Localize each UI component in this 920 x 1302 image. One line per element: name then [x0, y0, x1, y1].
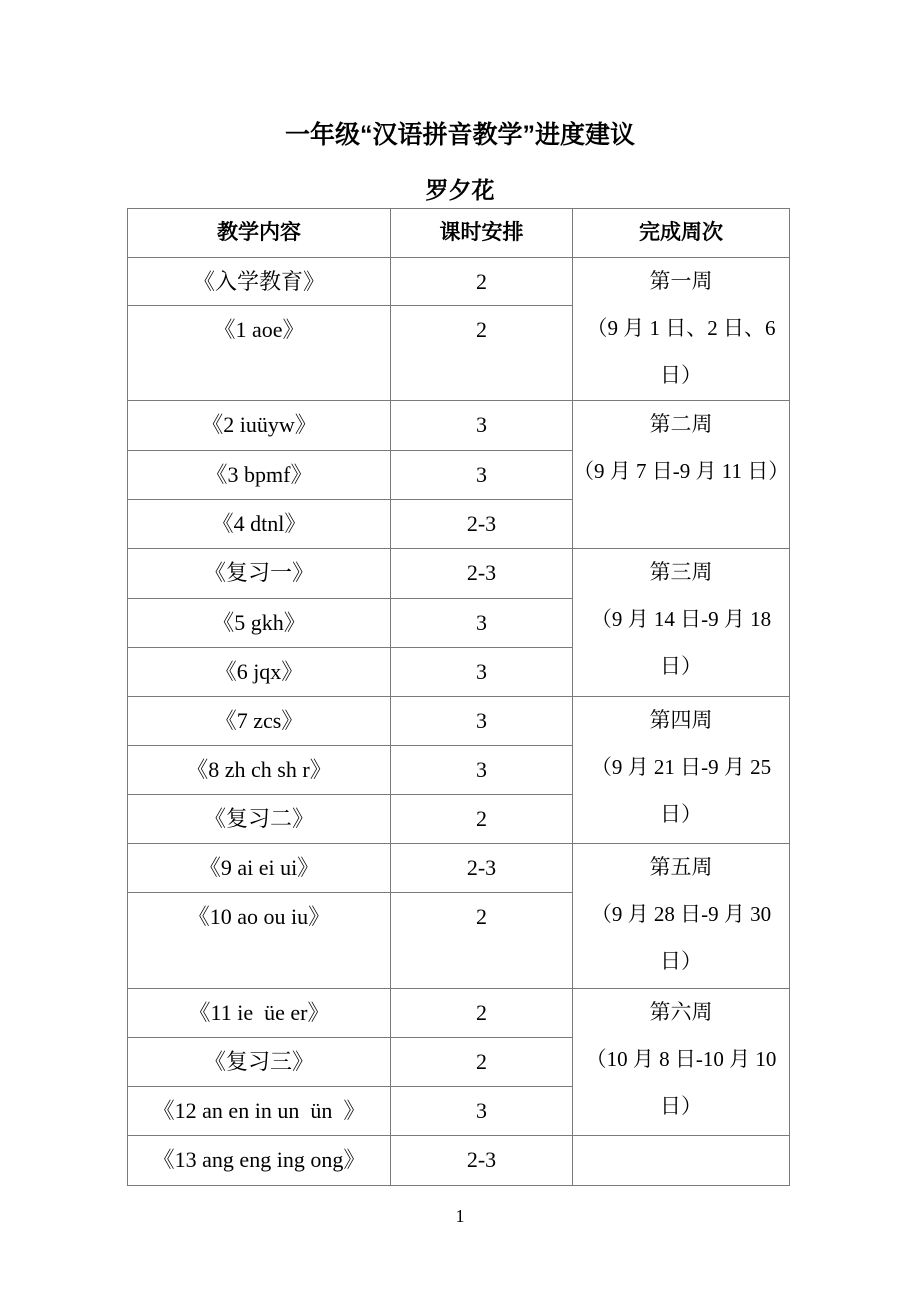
- lesson-hours: 3: [391, 746, 573, 795]
- week-cell-empty: [573, 1136, 790, 1186]
- week-cell: [573, 844, 790, 989]
- lesson-title: 《11 ie üe er》: [128, 989, 391, 1038]
- table-row: [128, 1136, 790, 1186]
- week-line: 第一周: [649, 269, 713, 293]
- week-line: 第二周: [649, 412, 713, 436]
- lesson-hours: 2: [391, 258, 573, 306]
- lesson-hours: 3: [391, 401, 573, 451]
- col-header-hours: 课时安排: [391, 209, 573, 258]
- lesson-title: 《12 an en in un ün 》: [128, 1087, 391, 1136]
- table-row: [128, 697, 790, 746]
- week-cell: [573, 258, 790, 401]
- lesson-hours: 2: [391, 893, 573, 989]
- lesson-hours: 2-3: [391, 844, 573, 893]
- lesson-hours: 2-3: [391, 549, 573, 599]
- week-line: （9 月 1 日、2 日、6: [586, 316, 776, 340]
- page-number: 1: [455, 1206, 465, 1226]
- week-line: 第五周: [649, 855, 713, 879]
- table-row: [128, 844, 790, 893]
- lesson-hours: 2: [391, 989, 573, 1038]
- col-header-week: 完成周次: [573, 209, 790, 258]
- lesson-hours: 2-3: [391, 500, 573, 549]
- lesson-hours: 3: [391, 599, 573, 648]
- lesson-title: 《13 ang eng ing ong》: [128, 1136, 391, 1186]
- week-line: 第四周: [649, 708, 713, 732]
- week-line: 第三周: [649, 560, 713, 584]
- lesson-hours: 3: [391, 648, 573, 697]
- lesson-title: 《6 jqx》: [128, 648, 391, 697]
- col-header-content: 教学内容: [128, 209, 391, 258]
- table-header-row: [128, 209, 790, 258]
- document-title: 一年级“汉语拼音教学”进度建议: [284, 121, 635, 149]
- table-row: [128, 401, 790, 451]
- lesson-title: 《2 iuüyw》: [128, 401, 391, 451]
- table-row: [128, 258, 790, 306]
- lesson-hours: 2-3: [391, 1136, 573, 1186]
- week-line: （9 月 7 日-9 月 11 日）: [573, 459, 790, 483]
- week-line: （10 月 8 日-10 月 10: [585, 1047, 777, 1071]
- lesson-hours: 2: [391, 306, 573, 401]
- week-line: （9 月 14 日-9 月 18: [590, 607, 772, 631]
- lesson-title: 《复习二》: [128, 795, 391, 844]
- lesson-hours: 3: [391, 697, 573, 746]
- lesson-title: 《8 zh ch sh r》: [128, 746, 391, 795]
- week-line: （9 月 28 日-9 月 30: [590, 902, 772, 926]
- week-line: 日）: [660, 654, 702, 678]
- lesson-hours: 3: [391, 451, 573, 500]
- lesson-title: 《入学教育》: [128, 258, 391, 306]
- lesson-title: 《9 ai ei ui》: [128, 844, 391, 893]
- week-line: 日）: [660, 363, 702, 387]
- week-cell: [573, 697, 790, 844]
- lesson-title: 《3 bpmf》: [128, 451, 391, 500]
- week-cell: [573, 989, 790, 1136]
- table-row: [128, 549, 790, 599]
- lesson-title: 《复习一》: [128, 549, 391, 599]
- week-cell: [573, 549, 790, 697]
- week-line: 日）: [660, 1094, 702, 1118]
- document-author: 罗夕花: [425, 177, 495, 203]
- lesson-title: 《复习三》: [128, 1038, 391, 1087]
- lesson-title: 《1 aoe》: [128, 306, 391, 401]
- lesson-title: 《10 ao ou iu》: [128, 893, 391, 989]
- lesson-hours: 2: [391, 795, 573, 844]
- week-line: 日）: [660, 949, 702, 973]
- lesson-title: 《7 zcs》: [128, 697, 391, 746]
- table-row: [128, 989, 790, 1038]
- lesson-hours: 2: [391, 1038, 573, 1087]
- lesson-title: 《5 gkh》: [128, 599, 391, 648]
- lesson-title: 《4 dtnl》: [128, 500, 391, 549]
- week-cell: [573, 401, 790, 549]
- week-line: 第六周: [649, 1000, 713, 1024]
- lesson-hours: 3: [391, 1087, 573, 1136]
- week-line: （9 月 21 日-9 月 25: [590, 755, 772, 779]
- schedule-table: [127, 208, 790, 1186]
- week-line: 日）: [660, 802, 702, 826]
